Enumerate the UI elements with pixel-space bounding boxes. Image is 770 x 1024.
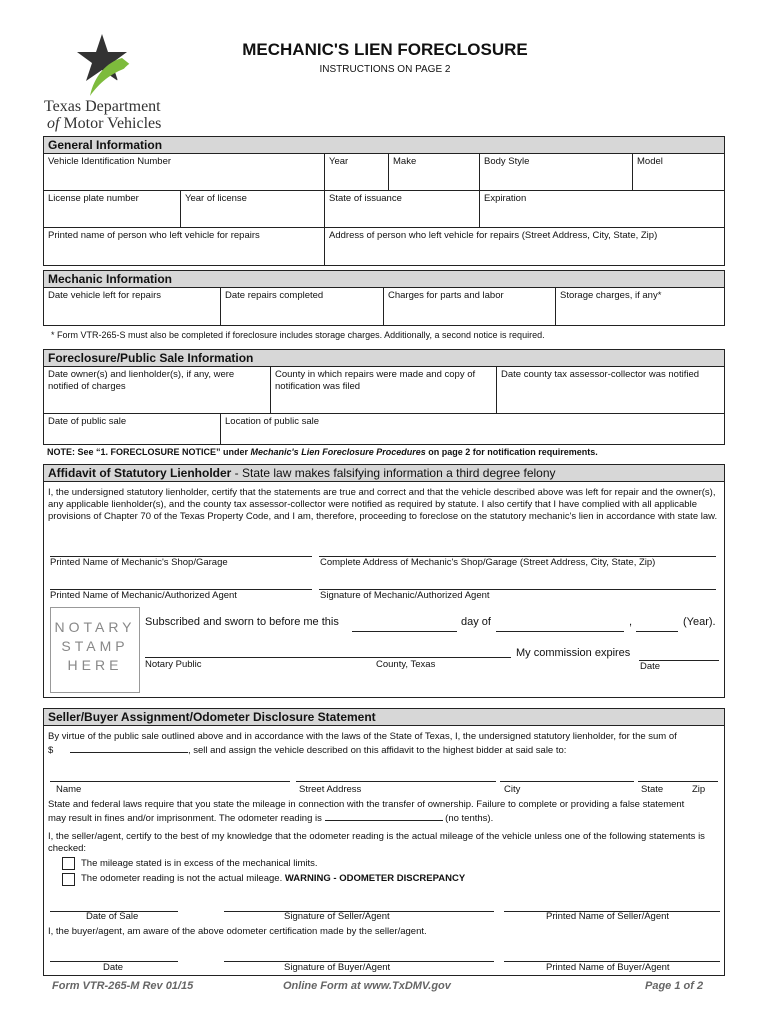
sworn-month-input[interactable] <box>496 617 624 631</box>
sale-text: By virtue of the public sale outlined above and in accordance with the laws of the State of Texas, I, the undersigned statutory lienholder, for the sum of $ , sell and assign the vehicle described on this affidavit to the highest bidder at said sale to: <box>48 731 677 756</box>
street-label: Street Address <box>299 784 362 795</box>
storage-charges-field[interactable]: Storage charges, if any* <box>555 288 724 325</box>
logo-line-2: of Motor Vehicles <box>47 115 162 132</box>
buyer-signature-label: Signature of Buyer/Agent <box>284 962 391 973</box>
storage-footnote: * Form VTR-265-S must also be completed if foreclosure includes storage charges. Additionally, a second notice is required. <box>51 330 545 340</box>
comma-text: , <box>629 616 633 628</box>
foreclosure-section <box>43 349 725 445</box>
buyer-street-input[interactable] <box>296 767 496 781</box>
location-public-sale-field[interactable]: Location of public sale <box>220 414 724 444</box>
mechanical-limits-checkbox[interactable] <box>62 857 75 870</box>
txdmv-logo <box>42 32 182 132</box>
state-label: State <box>641 784 664 795</box>
certify-text: I, the seller/agent, certify to the best of my knowledge that the odometer reading is the actual mileage of the vehicle unless one of the following statements is checked: <box>48 831 705 854</box>
section-heading: Affidavit of Statutory Lienholder - State law makes falsifying information a third degree felony <box>44 465 724 482</box>
online-form-link[interactable]: Online Form at www.TxDMV.gov <box>283 980 451 992</box>
odometer-input[interactable] <box>325 811 443 821</box>
county-texas-label: County, Texas <box>376 659 436 670</box>
buyer-city-input[interactable] <box>500 767 634 781</box>
odometer-discrepancy-label: The odometer reading is not the actual mileage. WARNING - ODOMETER DISCREPANCY <box>81 873 466 884</box>
seller-buyer-section <box>43 708 725 976</box>
sworn-text: Subscribed and sworn to before me this <box>145 616 339 628</box>
shop-name-input[interactable] <box>50 541 312 555</box>
expiration-field[interactable]: Expiration <box>479 191 724 227</box>
shop-name-label: Printed Name of Mechanic's Shop/Garage <box>50 557 228 568</box>
buyer-aware-text: I, the buyer/agent, am aware of the above odometer certification made by the seller/agent. <box>48 926 427 937</box>
section-heading: Foreclosure/Public Sale Information <box>44 350 724 367</box>
notification-note: NOTE: See “1. FORECLOSURE NOTICE” under Mechanic's Lien Foreclosure Procedures on page 2 for notification requirements. <box>47 447 598 457</box>
section-heading: Mechanic Information <box>44 271 724 288</box>
notary-public-input[interactable] <box>145 643 511 657</box>
commission-date-label: Date <box>640 661 661 672</box>
affidavit-section <box>43 464 725 698</box>
sworn-day-input[interactable] <box>352 617 457 631</box>
mileage-text: State and federal laws require that you state the mileage in connection with the transfer of ownership. Failure to complete or providing a false statement may result in fines and/or imprisonment. The odometer reading is (no tenths). <box>48 799 685 824</box>
odometer-discrepancy-checkbox[interactable] <box>62 873 75 886</box>
seller-signature-input[interactable] <box>224 897 494 911</box>
license-plate-field[interactable]: License plate number <box>48 193 139 204</box>
shop-address-input[interactable] <box>319 541 716 555</box>
star-swoosh-icon <box>72 32 142 98</box>
date-public-sale-field[interactable]: Date of public sale <box>48 416 127 427</box>
day-of-text: day of <box>461 616 491 628</box>
buyer-date-input[interactable] <box>50 947 178 961</box>
seller-signature-label: Signature of Seller/Agent <box>284 911 390 922</box>
date-left-field[interactable]: Date vehicle left for repairs <box>48 290 161 301</box>
vin-field[interactable]: Vehicle Identification Number <box>48 156 172 167</box>
model-field[interactable]: Model <box>632 154 724 190</box>
section-heading: Seller/Buyer Assignment/Odometer Disclosure Statement <box>44 709 724 726</box>
address-field[interactable]: Address of person who left vehicle for repairs (Street Address, City, State, Zip) <box>324 228 724 265</box>
buyer-printed-name-input[interactable] <box>504 947 720 961</box>
zip-label: Zip <box>692 784 706 795</box>
name-label: Name <box>56 784 82 795</box>
make-field[interactable]: Make <box>388 154 479 190</box>
commission-date-input[interactable] <box>639 646 719 660</box>
form-number: Form VTR-265-M Rev 01/15 <box>52 980 194 992</box>
printed-name-field[interactable]: Printed name of person who left vehicle for repairs <box>48 230 260 241</box>
mechanical-limits-label: The mileage stated is in excess of the mechanical limits. <box>81 858 318 869</box>
seller-name-label: Printed Name of Seller/Agent <box>546 911 670 922</box>
sworn-year-input[interactable] <box>636 617 678 631</box>
year-text: (Year). <box>683 616 716 628</box>
buyer-name-input[interactable] <box>50 767 290 781</box>
agent-signature-label: Signature of Mechanic/Authorized Agent <box>320 590 490 601</box>
page-number: Page 1 of 2 <box>645 980 704 992</box>
affidavit-text: I, the undersigned statutory lienholder, certify that the statements are true and correct and that the vehicle described above was left for repair and the owner(s), any applicable lienholder(s), and the county tax assessor-collector were notified as required by statute. I also certify that I have complied with all applicable provisions of Chapter 70 of the Texas Property Code, and I am, therefore, proceeding to foreclose on the statutory mechanic's lien in accordance with state law. <box>48 487 718 522</box>
charges-field[interactable]: Charges for parts and labor <box>383 288 555 325</box>
year-field[interactable]: Year <box>324 154 388 190</box>
buyer-state-zip-input[interactable] <box>638 767 718 781</box>
sale-date-input[interactable] <box>50 897 178 911</box>
buyer-date-label: Date <box>103 962 124 973</box>
date-notified-field[interactable]: Date owner(s) and lienholder(s), if any, were notified of charges <box>48 369 235 392</box>
commission-text: My commission expires <box>516 647 631 659</box>
state-of-issuance-field[interactable]: State of issuance <box>324 191 479 227</box>
date-completed-field[interactable]: Date repairs completed <box>220 288 383 325</box>
agent-name-label: Printed Name of Mechanic/Authorized Agent <box>50 590 237 601</box>
section-heading: General Information <box>44 137 724 154</box>
year-of-license-field[interactable]: Year of license <box>180 191 324 227</box>
form-subtitle: INSTRUCTIONS ON PAGE 2 <box>319 64 451 75</box>
sale-amount-input[interactable] <box>70 743 188 753</box>
county-repairs-field[interactable]: County in which repairs were made and copy of notification was filed <box>270 367 496 413</box>
notary-public-label: Notary Public <box>145 659 202 670</box>
form-title: MECHANIC'S LIEN FORECLOSURE <box>242 40 528 59</box>
seller-name-input[interactable] <box>504 897 720 911</box>
mechanic-information-section <box>43 270 725 326</box>
shop-address-label: Complete Address of Mechanic's Shop/Garage (Street Address, City, State, Zip) <box>320 557 656 568</box>
buyer-name-label: Printed Name of Buyer/Agent <box>546 962 670 973</box>
date-of-sale-label: Date of Sale <box>86 911 139 922</box>
body-style-field[interactable]: Body Style <box>479 154 632 190</box>
city-label: City <box>504 784 521 795</box>
logo-line-1: Texas Department <box>44 98 161 115</box>
buyer-signature-input[interactable] <box>224 947 494 961</box>
agent-name-input[interactable] <box>50 574 312 588</box>
agent-signature-input[interactable] <box>319 574 716 588</box>
notary-stamp-box: NOTARY STAMP HERE <box>50 607 140 693</box>
general-information-section <box>43 136 725 266</box>
date-tax-notified-field[interactable]: Date county tax assessor-collector was notified <box>496 367 724 413</box>
